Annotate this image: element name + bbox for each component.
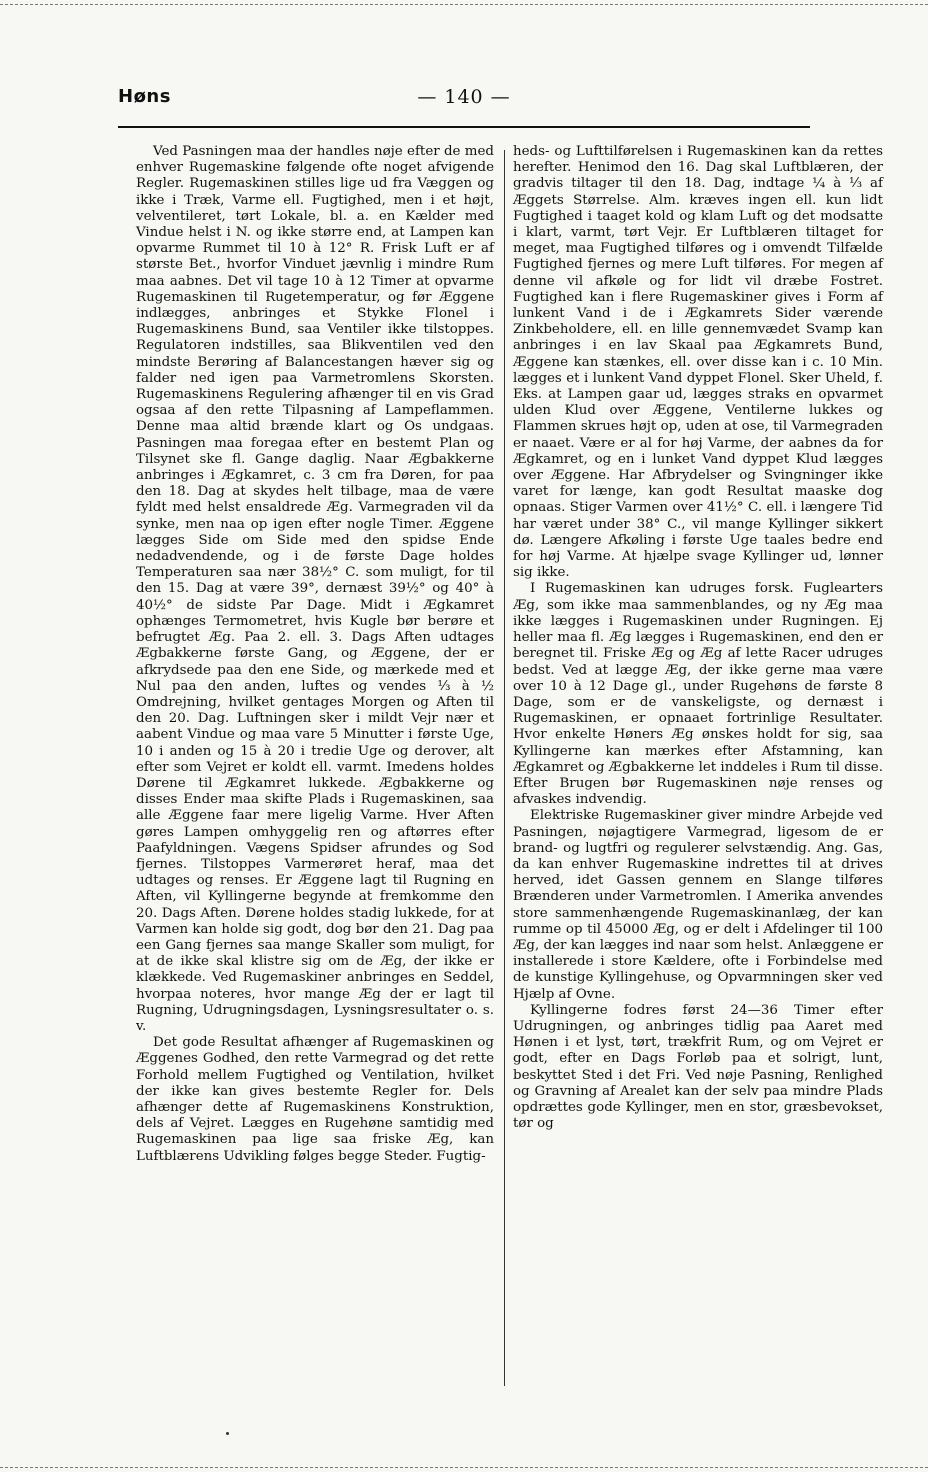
column-divider xyxy=(504,150,505,1386)
paragraph: Kyllingerne fodres først 24—36 Timer efter Udrugningen, og anbringes tidlig paa Aaret med Hønen i et lyst, tørt, trækfrit Rum, og om Vejret er godt, efter en Dags Forløb paa et solrigt, lunt, beskyttet Sted i det Fri. Ved nøje Pasning, Renlighed og Gravning af Arealet kan der selv paa mindre Plads opdrættes gode Kyllinger, men en stor, græsbevokset, tør og xyxy=(513,1002,883,1132)
header-rule xyxy=(118,126,810,128)
page-header xyxy=(118,86,810,120)
print-speck xyxy=(226,1432,229,1435)
scan-top-edge xyxy=(0,4,928,5)
page-number: — 140 — xyxy=(417,86,511,108)
running-head: Høns xyxy=(118,86,171,107)
scan-bottom-edge xyxy=(0,1467,928,1468)
paragraph: heds- og Lufttilførelsen i Rugemaskinen kan da rettes herefter. Henimod den 16. Dag skal Luftblæren, der gradvis tiltager til den 18. Dag, indtage ¼ à ⅓ af Æggets Størrelse. Alm. kræves ingen ell. kun lidt Fugtighed i taaget kold og klam Luft og det modsatte i klart, varmt, tørt Vejr. Er Luftblæren tiltaget for meget, maa Fugtighed tilføres og i omvendt Tilfælde Fugtighed fjernes og mere Luft tilføres. For megen af denne vil afkøle og for lidt vil dræbe Fostret. Fugtighed kan i flere Rugemaskiner gives i Form af lunkent Vand i de i Ægkamrets Sider værende Zinkbeholdere, ell. en lille gennemvædet Svamp kan anbringes i en lav Skaal paa Ægkamrets Bund, Æggene kan stænkes, ell. over disse kan i c. 10 Min. lægges et i lunkent Vand dyppet Flonel. Sker Uheld, f. Eks. at Lampen gaar ud, lægges straks en opvarmet ulden Klud over Æggene, Ventilerne lukkes og Flammen skrues højt op, uden at ose, til Varmegraden er naaet. Være er al for høj Varme, der aabnes da for Ægkamret, og en i lunket Vand dyppet Klud lægges over Æggene. Har Afbrydelser og Svingninger ikke varet for længe, kan godt Resultat maaske dog opnaas. Stiger Varmen over 41½° C. ell. i længere Tid har været under 38° C., vil mange Kyllinger sikkert dø. Længere Afkøling i første Uge taales bedre end for høj Varme. At hjælpe svage Kyllinger ud, lønner sig ikke. xyxy=(513,144,883,581)
paragraph: Elektriske Rugemaskiner giver mindre Arbejde ved Pasningen, nøjagtigere Varmegrad, ligesom de er brand- og lugtfri og regulerer selvstændig. Ang. Gas, da kan enhver Rugemaskine indrettes til at drives herved, idet Gassen gennem en Slange tilføres Brænderen under Varmetromlen. I Amerika anvendes store sammenhængende Rugemaskinanlæg, der kan rumme op til 45000 Æg, og er delt i Afdelinger til 100 Æg, der kan lægges ind naar som helst. Anlæggene er installerede i store Kældere, ofte i Forbindelse med de kunstige Kyllingehuse, og Opvarmningen sker ved Hjælp af Ovne. xyxy=(513,808,883,1002)
paragraph: I Rugemaskinen kan udruges forsk. Fuglearters Æg, som ikke maa sammenblandes, og ny Æg maa ikke lægges i Rugemaskinen under Rugningen. Ej heller maa fl. Æg lægges i Rugemaskinen, end den er beregnet til. Friske Æg og Æg af lette Racer udruges bedst. Ved at lægge Æg, der ikke gerne maa være over 10 à 12 Dage gl., under Rugehøns de første 8 Dage, som er de vanskeligste, og dernæst i Rugemaskinen, er opnaaet fortrinlige Resultater. Hvor enkelte Høners Æg ønskes holdt for sig, saa Kyllingerne kan mærkes efter Afstamning, kan Ægkamret og Ægbakkerne let inddeles i Rum til disse. Efter Brugen bør Rugemaskinen nøje renses og afvaskes indvendig. xyxy=(513,581,883,808)
left-column xyxy=(136,144,494,1165)
paragraph: Ved Pasningen maa der handles nøje efter de med enhver Rugemaskine følgende ofte noget afvigende Regler. Rugemaskinen stilles lige ud fra Væggen og ikke i Træk, Varme ell. Fugtighed, men i et højt, velventileret, tørt Lokale, bl. a. en Kælder med Vindue helst i N. og ikke større end, at Lampen kan opvarme Rummet til 10 à 12° R. Frisk Luft er af største Bet., hvorfor Vinduet jævnlig i mindre Rum maa aabnes. Det vil tage 10 à 12 Timer at opvarme Rugemaskinen til Rugetemperatur, og før Æggene indlægges, anbringes et Stykke Flonel i Rugemaskinens Bund, saa Ventiler ikke tilstoppes. Regulatoren indstilles, saa Blikventilen ved den mindste Berøring af Balancestangen hæver sig og falder ned igen paa Varmetromlens Skorsten. Rugemaskinens Regulering afhænger til en vis Grad ogsaa af den rette Tilpasning af Lampeflammen. Denne maa altid brænde klart og Os undgaas. Pasningen maa foregaa efter en bestemt Plan og Tilsynet ske fl. Gange daglig. Naar Ægbakkerne anbringes i Ægkamret, c. 3 cm fra Døren, for paa den 18. Dag at skydes helt tilbage, maa de være fyldt med helst ensaldrede Æg. Varmegraden vil da synke, men naa op igen efter nogle Timer. Æggene lægges Side om Side med den spidse Ende nedadvendende, og i de første Dage holdes Temperaturen saa nær 38½° C. som muligt, for til den 15. Dag at være 39°, dernæst 39½° og 40° à 40½° de sidste Par Dage. Midt i Ægkamret ophænges Termometret, hvis Kugle bør berøre et befrugtet Æg. Paa 2. ell. 3. Dags Aften udtages Ægbakkerne første Gang, og Æggene, der er afkrydsede paa den ene Side, og mærkede med et Nul paa den anden, luftes og vendes ⅓ à ½ Omdrejning, hvilket gentages Morgen og Aften til den 20. Dag. Luftningen sker i mildt Vejr nær et aabent Vindue og maa vare 5 Minutter i første Uge, 10 i anden og 15 à 20 i tredie Uge og derover, alt efter som Vejret er koldt ell. varmt. Imedens holdes Dørene til Ægkamret lukkede. Ægbakkerne og disses Ender maa skifte Plads i Rugemaskinen, saa alle Æggene faar mere ligelig Varme. Hver Aften gøres Lampen omhyggelig ren og aftørres efter Paafyldningen. Vægens Spidser afrundes og Sod fjernes. Tilstoppes Varmerøret heraf, maa det udtages og renses. Er Æggene lagt til Rugning en Aften, vil Kyllingerne begynde at fremkomme den 20. Dags Aften. Dørene holdes stadig lukkede, for at Varmen kan holde sig godt, dog bør den 21. Dag paa een Gang fjernes saa mange Skaller som muligt, for at de ikke skal klistre sig om de Æg, der ikke er klækkede. Ved Rugemaskiner anbringes en Seddel, hvorpaa noteres, hvor mange Æg der er lagt til Rugning, Udrugningsdagen, Lysningsresultater o. s. v. xyxy=(136,144,494,1034)
paragraph: Det gode Resultat afhænger af Rugemaskinen og Æggenes Godhed, den rette Varmegrad og det rette Forhold mellem Fugtighed og Ventilation, hvilket der ikke kan gives bestemte Regler for. Dels afhænger dette af Rugemaskinens Konstruktion, dels af Vejret. Lægges en Rugehøne samtidig med Rugemaskinen paa lige saa friske Æg, kan Luftblærens Udvikling følges begge Steder. Fugtig- xyxy=(136,1035,494,1164)
right-column xyxy=(513,144,883,1132)
